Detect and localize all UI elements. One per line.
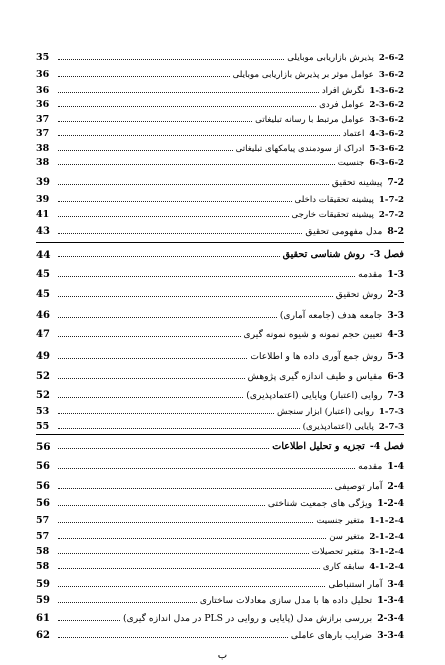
dot-leader (58, 586, 325, 587)
toc-page-number: 58 (36, 561, 50, 572)
toc-entry[interactable] (36, 578, 404, 592)
toc-page-number: 52 (36, 371, 50, 382)
toc-section-title: مقیاس و طیف اندازه گیری پژوهش (247, 371, 383, 382)
toc-section-title: عوامل مرتبط با رسانه تبلیغاتی (255, 115, 365, 125)
toc-section-number: 3-6-2 (378, 70, 404, 80)
toc-section-number: 4-3 (387, 329, 404, 340)
toc-page-number: 57 (36, 515, 50, 526)
dot-leader (58, 233, 302, 234)
toc-section-number: فصل 3- (369, 249, 404, 260)
toc-section-number: 7-3 (387, 390, 404, 401)
toc-entry-text (343, 127, 404, 141)
toc-entry[interactable] (36, 51, 404, 65)
dot-leader (58, 413, 274, 414)
dot-leader (58, 256, 280, 257)
toc-section-title: مقدمه (358, 269, 383, 280)
toc-entry-text (244, 328, 404, 342)
toc-section-number: 4-3-6-2 (369, 129, 404, 139)
toc-section-number: 2-1-2-4 (369, 532, 404, 542)
toc-section-title: روایی (اعتبار) ابزار سنجش (276, 407, 374, 417)
toc-section-number: 3-4 (387, 579, 404, 590)
toc-entry-text (329, 530, 404, 544)
dot-leader (58, 602, 197, 603)
toc-entry-text (248, 370, 404, 384)
toc-entry-text (323, 560, 404, 574)
toc-entry-text (268, 497, 404, 511)
dot-leader (58, 378, 245, 379)
toc-entry[interactable] (36, 156, 404, 170)
toc-section-number: 2-7-2 (378, 210, 404, 220)
dot-leader (58, 216, 289, 217)
toc-entry[interactable] (36, 460, 404, 474)
toc-entry-text (336, 288, 404, 302)
dot-leader (58, 620, 120, 621)
toc-section-title: پیشینه تحقیقات خارجی (291, 210, 374, 220)
toc-page-number: 35 (36, 52, 50, 63)
toc-page-number: 47 (36, 329, 50, 340)
toc-section-title: ادراک از سودمندی پیامکهای تبلیغاتی (235, 144, 365, 154)
toc-entry-text (287, 51, 404, 65)
toc-entry[interactable] (36, 370, 404, 384)
toc-entry[interactable] (36, 420, 404, 434)
toc-entry-text (250, 350, 404, 364)
toc-page-number: 43 (36, 226, 50, 237)
toc-entry-text (358, 460, 404, 474)
toc-entry[interactable] (36, 98, 404, 112)
toc-entry[interactable] (36, 309, 404, 323)
toc-section-title: جنسیت (337, 158, 365, 168)
toc-entry[interactable] (36, 629, 404, 643)
toc-section-title: تعیین حجم نمونه و شیوه نمونه گیری (243, 329, 383, 340)
toc-entry[interactable] (36, 594, 404, 608)
toc-section-title: آمار استنباطی (328, 579, 383, 590)
toc-section-number: 3-1-2-4 (369, 547, 404, 557)
toc-entry[interactable] (36, 440, 404, 454)
toc-section-number: 6-3-6-2 (369, 158, 404, 168)
toc-entry-text (358, 268, 404, 282)
toc-section-title: روایی (اعتبار) وپایایی (اعتمادپذیری) (246, 390, 383, 401)
toc-section-number: 3-3 (387, 310, 404, 321)
toc-entry-text (236, 142, 404, 156)
toc-entry-text (280, 309, 404, 323)
toc-section-number: 1-7-2 (378, 195, 404, 205)
toc-section-number: 2-4 (387, 481, 404, 492)
toc-entry[interactable] (36, 530, 404, 544)
toc-page-number: 46 (36, 310, 50, 321)
toc-entry-text (292, 208, 404, 222)
toc-section-number: 7-2 (387, 177, 404, 188)
toc-page-number: 56 (36, 481, 50, 492)
toc-page-number: 36 (36, 69, 50, 80)
toc-entry-text (332, 176, 404, 190)
toc-section-number: 1-2-4 (377, 498, 404, 509)
toc-section-title: آمار توصیفی (334, 481, 383, 492)
toc-section-title: بررسی برازش مدل (پایایی و روایی در PLS در مدل اندازه گیری) (123, 613, 373, 624)
toc-page-number: 56 (36, 498, 50, 509)
dot-leader (58, 184, 329, 185)
toc-section-title: متغیر سن (329, 532, 365, 542)
toc-section-title: تجزیه و تحلیل اطلاعات (272, 441, 365, 452)
toc-page-number: 37 (36, 114, 50, 125)
toc-entry-text (277, 405, 404, 419)
toc-section-number: 1-3 (387, 269, 404, 280)
dot-leader (58, 553, 309, 554)
toc-entry-text (316, 514, 404, 528)
toc-section-number: 1-4 (387, 461, 404, 472)
toc-entry-text (272, 440, 404, 454)
toc-page-number: 59 (36, 579, 50, 590)
toc-entry-text (328, 578, 404, 592)
toc-entry[interactable] (36, 208, 404, 222)
toc-entry-text (255, 113, 404, 127)
toc-entry-text (246, 389, 404, 403)
toc-page-number: 61 (36, 613, 50, 624)
toc-section-title: روش تحقیق (335, 289, 383, 300)
toc-entry[interactable] (36, 389, 404, 403)
toc-page-number: 56 (36, 461, 50, 472)
toc-section-title: ضرایب بارهای عاملی (290, 630, 373, 641)
toc-page-number: 62 (36, 630, 50, 641)
dot-leader (58, 150, 233, 151)
toc-section-title: تحلیل داده ها با مدل سازی معادلات ساختاری (199, 595, 373, 606)
toc-section-title: مدل مفهومی تحقیق (305, 226, 383, 237)
dot-leader (58, 59, 284, 60)
toc-section-number: 3-3-4 (377, 630, 404, 641)
dot-leader (58, 201, 292, 202)
toc-section-title: پذیرش بازاریابی موبایلی (287, 53, 374, 63)
toc-section-title: متغیر جنسیت (316, 516, 365, 526)
toc-page-number: 58 (36, 546, 50, 557)
toc-page-number: 38 (36, 143, 50, 154)
toc-section-number: 2-3 (387, 289, 404, 300)
toc-section-title: متغیر تحصیلات (311, 547, 365, 557)
toc-section-title: پیشینه تحقیقات داخلی (294, 195, 374, 205)
toc-entry-text (312, 545, 404, 559)
dot-leader (58, 135, 340, 136)
dot-leader (58, 92, 319, 93)
dot-leader (58, 164, 335, 165)
toc-entry-text (291, 629, 404, 643)
toc-entry[interactable] (36, 328, 404, 342)
toc-page-number: 38 (36, 157, 50, 168)
toc-section-number: 8-2 (387, 226, 404, 237)
toc-entry[interactable] (36, 497, 404, 511)
toc-section-number: 4-1-2-4 (369, 562, 404, 572)
dot-leader (58, 468, 355, 469)
toc-section-number: 1-3-4 (377, 595, 404, 606)
toc-section-title: سابقه کاری (322, 562, 365, 572)
toc-entry-text (283, 248, 404, 262)
toc-entry[interactable] (36, 113, 404, 127)
dot-leader (58, 358, 247, 359)
dot-leader (58, 428, 300, 429)
toc-entry[interactable] (36, 350, 404, 364)
toc-section-title: جامعه هدف (جامعه آماری) (279, 310, 383, 321)
toc-page-number: 39 (36, 194, 50, 205)
page-footer-letter: ب (217, 650, 228, 661)
dot-leader (58, 276, 355, 277)
dot-leader (58, 397, 243, 398)
toc-section-number: 2-3-4 (377, 613, 404, 624)
dot-leader (58, 522, 313, 523)
toc-page-number: 49 (36, 351, 50, 362)
toc-section-title: پایایی (اعتمادپذیری) (302, 422, 374, 432)
toc-entry[interactable] (36, 176, 404, 190)
toc-section-number: 2-6-2 (378, 53, 404, 63)
toc-page-number: 59 (36, 595, 50, 606)
toc-section-title: روش جمع آوری داده ها و اطلاعات (250, 351, 383, 362)
toc-section-number: 2-3-6-2 (369, 100, 404, 110)
toc-section-title: مقدمه (358, 461, 383, 472)
toc-entry[interactable] (36, 545, 404, 559)
dot-leader (58, 336, 241, 337)
dot-leader (58, 505, 265, 506)
dot-leader (58, 76, 230, 77)
toc-entry[interactable] (36, 268, 404, 282)
toc-entry[interactable] (36, 193, 404, 207)
dot-leader (58, 448, 269, 449)
toc-section-title: عوامل فردی (319, 100, 365, 110)
toc-page-number: 39 (36, 177, 50, 188)
toc-entry[interactable] (36, 288, 404, 302)
toc-entry-text (303, 420, 404, 434)
toc-entry[interactable] (36, 225, 404, 239)
chapter-separator-line (36, 242, 404, 243)
toc-section-number: 1-3-6-2 (369, 86, 404, 96)
toc-entry-text (335, 480, 404, 494)
toc-page-number: 53 (36, 406, 50, 417)
dot-leader (58, 106, 316, 107)
toc-entry[interactable] (36, 248, 404, 262)
toc-entry-text (295, 193, 404, 207)
toc-section-title: روش شناسی تحقیق (282, 249, 365, 260)
toc-entry[interactable] (36, 84, 404, 98)
toc-entry[interactable] (36, 142, 404, 156)
toc-section-number: 5-3-6-2 (369, 144, 404, 154)
toc-section-number: 2-7-3 (378, 422, 404, 432)
dot-leader (58, 538, 326, 539)
dot-leader (58, 121, 252, 122)
toc-section-number: 1-1-2-4 (369, 516, 404, 526)
toc-entry[interactable] (36, 560, 404, 574)
toc-page-number: 37 (36, 128, 50, 139)
toc-entry[interactable] (36, 612, 404, 626)
toc-section-number: 1-7-3 (378, 407, 404, 417)
toc-entry[interactable] (36, 480, 404, 494)
toc-entry[interactable] (36, 127, 404, 141)
toc-section-number: 6-3 (387, 371, 404, 382)
dot-leader (58, 568, 320, 569)
toc-section-title: اعتماد (342, 129, 365, 139)
toc-entry-text (233, 68, 404, 82)
toc-entry-text (338, 156, 404, 170)
toc-page-number: 36 (36, 99, 50, 110)
toc-entry-text (319, 98, 404, 112)
toc-page-number: 41 (36, 209, 50, 220)
toc-section-title: نگرش افراد (321, 86, 365, 96)
toc-entry-text (305, 225, 404, 239)
toc-section-title: عوامل موثر بر پذیرش بازاریابی موبایلی (232, 70, 374, 80)
toc-section-title: ویژگی های جمعیت شناختی (267, 498, 373, 509)
toc-entry[interactable] (36, 68, 404, 82)
dot-leader (58, 296, 333, 297)
toc-entry[interactable] (36, 514, 404, 528)
toc-page-number: 45 (36, 269, 50, 280)
toc-section-number: 5-3 (387, 351, 404, 362)
toc-section-number: 3-3-6-2 (369, 115, 404, 125)
dot-leader (58, 488, 332, 489)
toc-entry[interactable] (36, 405, 404, 419)
dot-leader (58, 637, 288, 638)
toc-page-number: 55 (36, 421, 50, 432)
toc-entry-text (322, 84, 404, 98)
toc-page-number: 44 (36, 249, 51, 261)
toc-page-number: 57 (36, 531, 50, 542)
toc-page-number: 52 (36, 390, 50, 401)
toc-entry-text (123, 612, 404, 626)
toc-page-number: 36 (36, 85, 50, 96)
toc-section-number: فصل 4- (369, 441, 404, 452)
toc-entry-text (200, 594, 404, 608)
dot-leader (58, 317, 277, 318)
toc-page-number: 45 (36, 289, 50, 300)
toc-section-title: پیشینه تحقیق (331, 177, 383, 188)
toc-page-number: 56 (36, 441, 51, 453)
chapter-separator-line (36, 434, 404, 435)
